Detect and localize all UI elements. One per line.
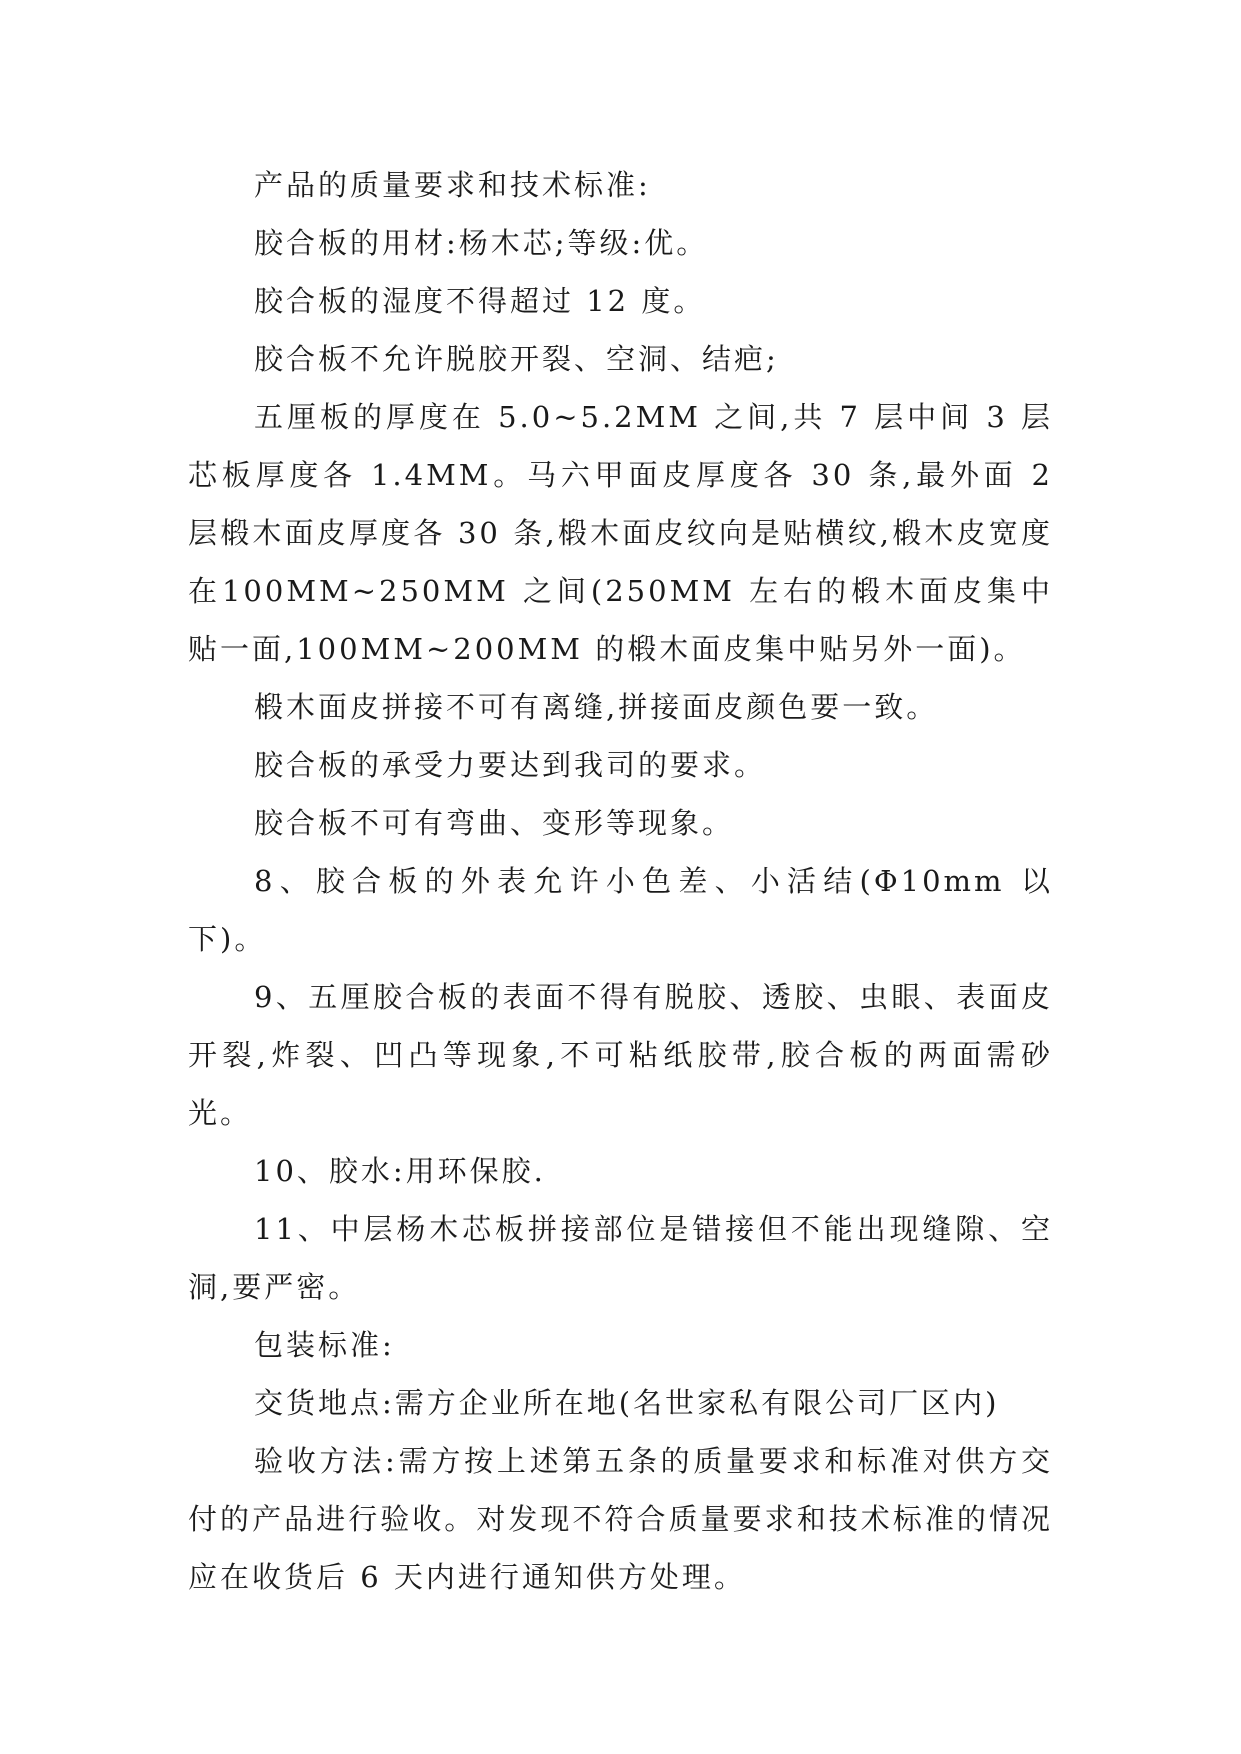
paragraph: 11、中层杨木芯板拼接部位是错接但不能出现缝隙、空洞,要严密。 bbox=[188, 1212, 1053, 1304]
paragraph: 产品的质量要求和技术标准: bbox=[254, 168, 651, 202]
paragraph: 胶合板不可有弯曲、变形等现象。 bbox=[254, 806, 735, 840]
paragraph: 五厘板的厚度在 5.0~5.2MM 之间,共 7 层中间 3 层芯板厚度各 1.4MM。马六甲面皮厚度各 30 条,最外面 2 层椴木面皮厚度各 30 条,椴木面皮纹向是贴横纹,椴木皮宽度在100MM~250MM 之间(250MM 左右的椴木面皮集中贴一面,100MM~200MM 的椴木面皮集中贴另外一面)。 bbox=[188, 400, 1053, 666]
paragraph: 9、五厘胶合板的表面不得有脱胶、透胶、虫眼、表面皮开裂,炸裂、凹凸等现象,不可粘纸胶带,胶合板的两面需砂光。 bbox=[188, 980, 1053, 1130]
paragraph: 验收方法:需方按上述第五条的质量要求和标准对供方交付的产品进行验收。对发现不符合质量要求和技术标准的情况应在收货后 6 天内进行通知供方处理。 bbox=[188, 1444, 1053, 1594]
paragraph: 8、胶合板的外表允许小色差、小活结(Φ10mm 以下)。 bbox=[188, 864, 1053, 956]
document-body bbox=[188, 156, 1053, 1606]
paragraph: 胶合板不允许脱胶开裂、空洞、结疤; bbox=[254, 342, 779, 376]
paragraph: 包装标准: bbox=[254, 1328, 395, 1362]
paragraph: 10、胶水:用环保胶. bbox=[254, 1154, 546, 1188]
paragraph: 胶合板的用材:杨木芯;等级:优。 bbox=[254, 226, 709, 260]
paragraph: 胶合板的湿度不得超过 12 度。 bbox=[254, 284, 706, 318]
paragraph: 椴木面皮拼接不可有离缝,拼接面皮颜色要一致。 bbox=[254, 690, 939, 724]
paragraph: 胶合板的承受力要达到我司的要求。 bbox=[254, 748, 767, 782]
paragraph: 交货地点:需方企业所在地(名世家私有限公司厂区内) bbox=[254, 1386, 1000, 1420]
